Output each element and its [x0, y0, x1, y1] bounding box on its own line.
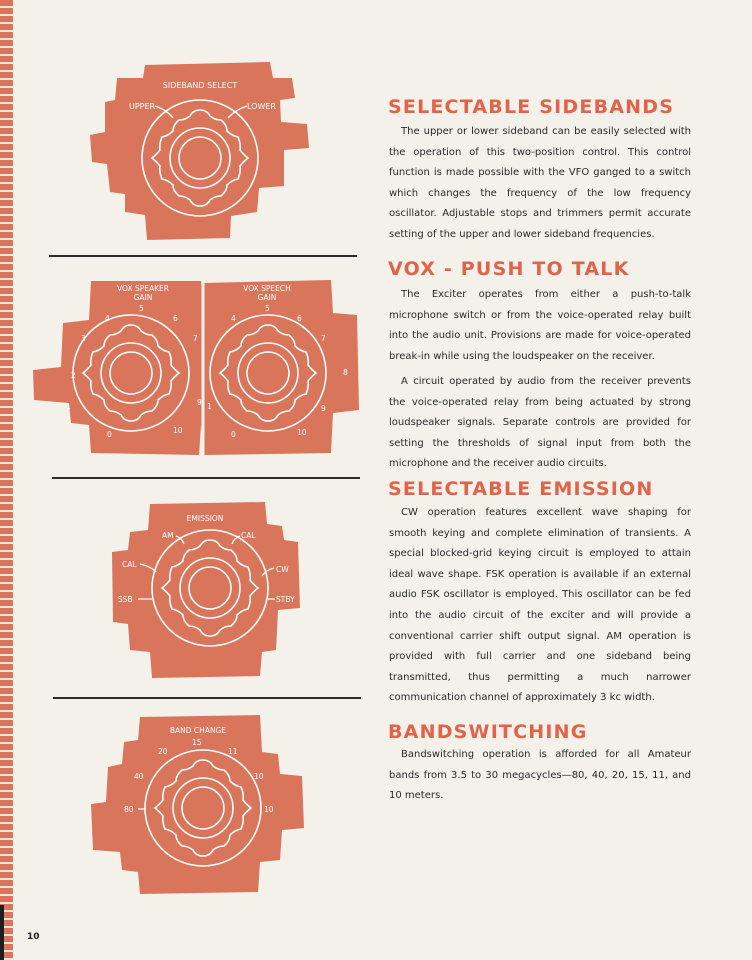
speech-scale-5: 5 [265, 304, 270, 313]
vox-speech-title-2: GAIN [257, 293, 277, 302]
sideband-select-label: SIDEBAND SELECT [162, 81, 238, 90]
section-title-bandswitching: BANDSWITCHING [388, 721, 588, 743]
speech-scale-0: 0 [231, 430, 236, 439]
band-15-label: 15 [192, 738, 202, 747]
speaker-scale-7: 7 [193, 334, 198, 343]
divider [49, 255, 357, 257]
divider [52, 477, 360, 479]
speaker-scale-0: 0 [107, 430, 112, 439]
ssb-label: SSB [118, 595, 133, 604]
cal-top-label: CAL [241, 531, 256, 540]
speech-scale-6: 6 [297, 314, 302, 323]
band-20-label: 20 [158, 747, 168, 756]
vox-speaker-title-2: GAIN [133, 293, 153, 302]
speech-scale-1: 1 [207, 402, 212, 411]
sidebands-paragraph: The upper or lower sideband can be easily selected with the operation of this two-position control. This control function is made possible with the VFO ganged to a switch which changes the frequency of the low frequency oscillator. Adjustable stops and trimmers permit accurate setting of the upper and lower sideband frequencies. [389, 126, 691, 240]
upper-label: UPPER [129, 102, 156, 111]
binding-edge-shadow [0, 905, 4, 960]
section-title-sidebands: SELECTABLE SIDEBANDS [388, 96, 675, 118]
divider [53, 697, 361, 699]
speaker-scale-1: 1 [66, 402, 71, 411]
speech-scale-9: 9 [321, 404, 326, 413]
section-title-emission: SELECTABLE EMISSION [388, 478, 654, 500]
band-40-label: 40 [134, 772, 144, 781]
vox-paragraph-2: A circuit operated by audio from the receiver prevents the voice-operated relay from being actuated by strong loudspeaker signals. Separate controls are provided for setting the thresholds of signal input from both the microphone and the receiver audio circuits. [389, 376, 691, 470]
speaker-scale-5: 5 [139, 304, 144, 313]
emission-label: EMISSION [186, 514, 224, 523]
speech-scale-4: 4 [231, 314, 236, 323]
page-number: 10 [27, 932, 40, 942]
panel-plate [112, 502, 300, 678]
speaker-scale-6: 6 [173, 314, 178, 323]
band-11-label: 11 [228, 747, 238, 756]
vox-paragraph-1: The Exciter operates from either a push-to-talk microphone switch or from the voice-operated relay built into the audio unit. Provisions are made for voice-operated break-in while using the loudspeaker on the receiver. [389, 289, 691, 362]
am-label: AM [162, 531, 174, 540]
speaker-scale-4: 4 [105, 314, 110, 323]
band-10b-label: 10 [264, 805, 274, 814]
lower-label: LOWER [247, 102, 276, 111]
bandswitching-paragraph: Bandswitching operation is afforded for all Amateur bands from 3.5 to 30 megacycles—80, 40, 20, 15, 11, and 10 meters. [389, 749, 691, 802]
emission-panel [110, 500, 315, 680]
speaker-scale-2: 2 [71, 371, 76, 380]
band-10a-label: 10 [254, 772, 264, 781]
band-80-label: 80 [124, 805, 134, 814]
section-title-vox: VOX - PUSH TO TALK [388, 258, 630, 280]
speaker-scale-9: 9 [197, 398, 202, 407]
vox-speaker-title-1: VOX SPEAKER [117, 284, 169, 293]
binding-edge [0, 0, 13, 960]
vox-speech-title-1: VOX SPEECH [243, 284, 291, 293]
speech-scale-7: 7 [321, 334, 326, 343]
sideband-select-panel [85, 60, 315, 245]
stby-label: STBY [276, 595, 295, 604]
speaker-scale-10: 10 [173, 426, 183, 435]
speech-scale-10: 10 [297, 428, 307, 437]
cal-left-label: CAL [122, 560, 137, 569]
cw-label: CW [276, 565, 289, 574]
speaker-scale-3: 3 [81, 334, 86, 343]
speech-scale-8: 8 [343, 368, 348, 377]
band-change-label: BAND CHANGE [169, 726, 227, 735]
emission-paragraph: CW operation features excellent wave shaping for smooth keying and complete elimination of transients. A special blocked-grid keying circuit is employed to attain ideal wave shape. FSK operation is available if an external audio FSK oscillator is employed. This oscillator can be fed into the audio circuit of the exciter and will provide a conventional carrier shift output signal. AM operation is provided with full carrier and one sideband being transmitted, thus permitting a much narrower communication channel of approximately 3 kc width. [389, 507, 691, 704]
vox-gain-panel [31, 275, 361, 460]
band-change-panel [88, 712, 308, 897]
